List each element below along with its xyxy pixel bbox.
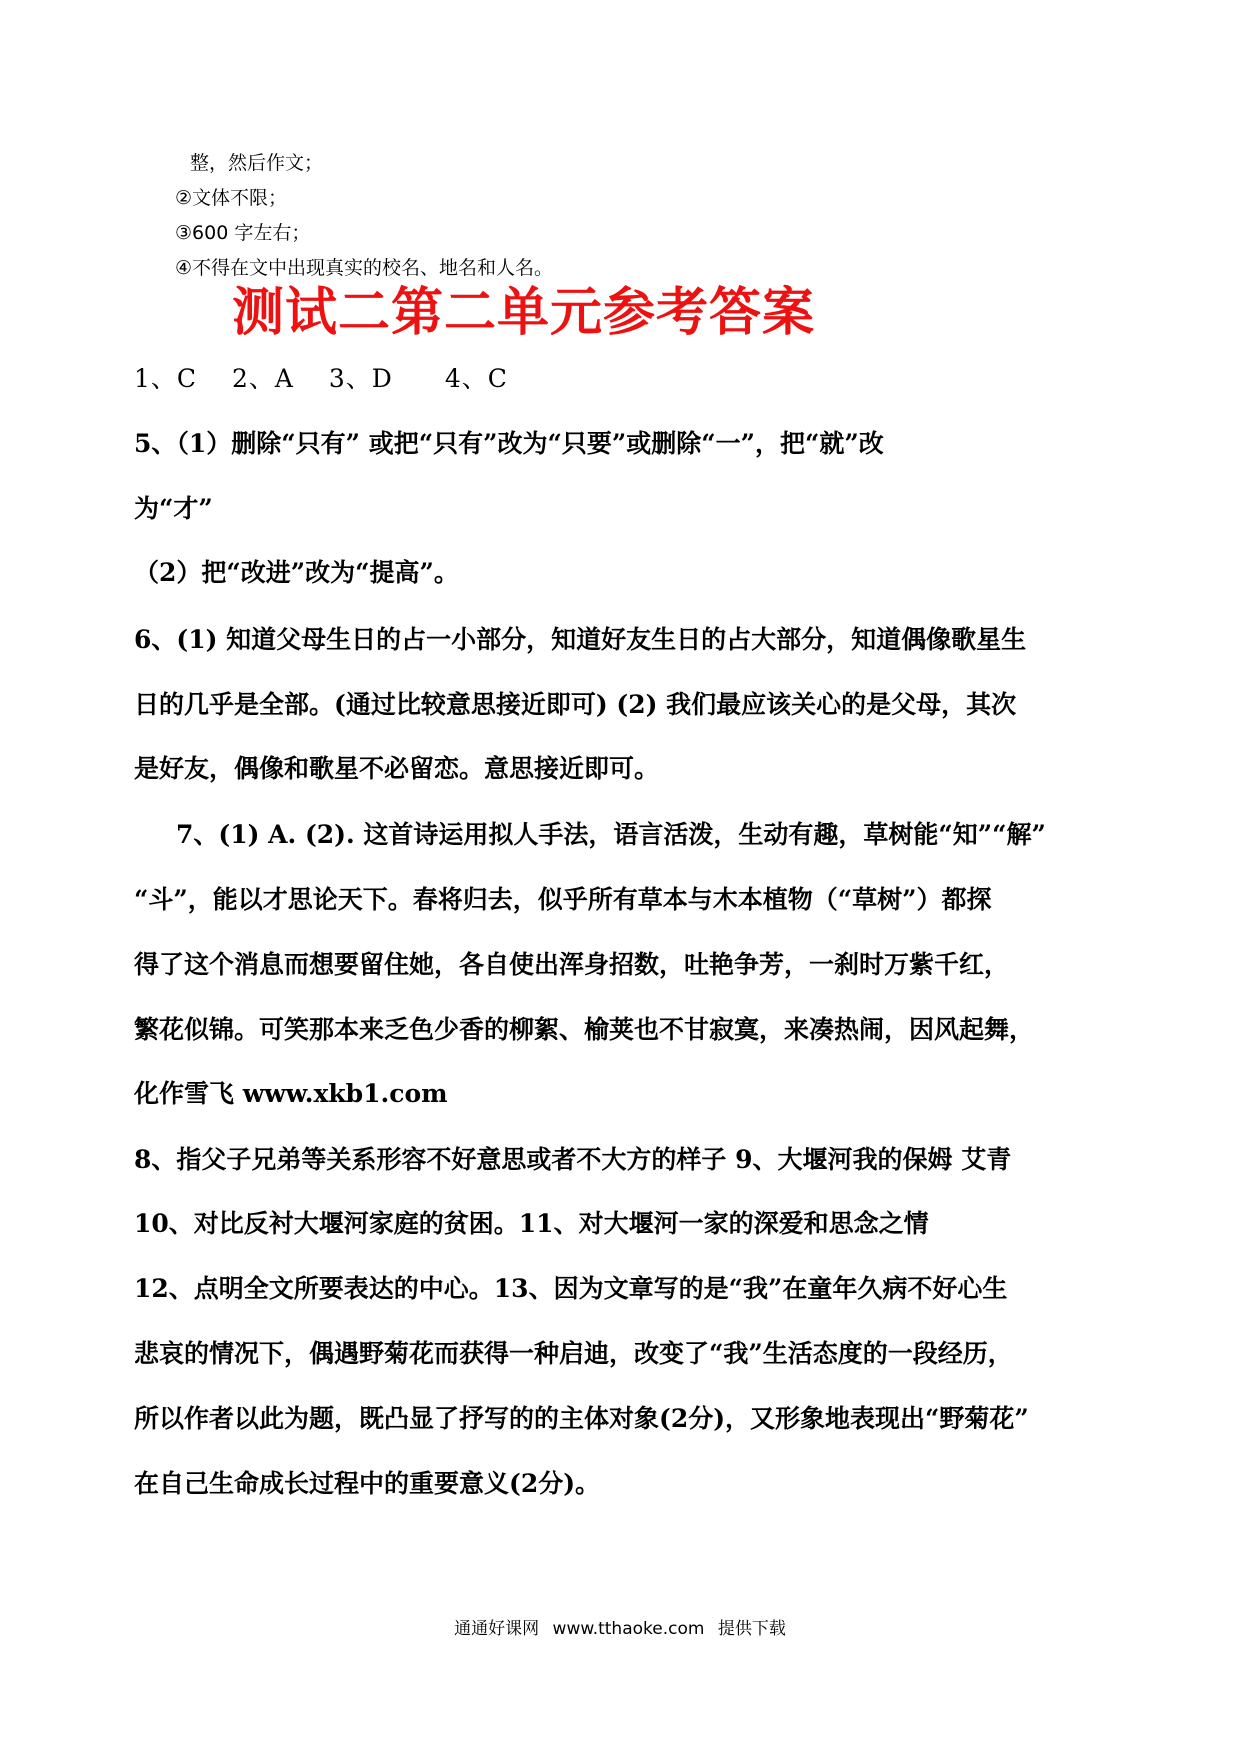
answer-line: （2）把“改进”改为“提高”。 bbox=[134, 558, 459, 587]
answer-line: 所以作者以此为题，既凸显了抒写的的主体对象(2分)，又形象地表现出“野菊花” bbox=[134, 1404, 1029, 1433]
requirement-line: 整，然后作文； bbox=[190, 152, 324, 174]
answer-line: 悲哀的情况下，偶遇野菊花而获得一种启迪，改变了“我”生活态度的一段经历， bbox=[134, 1339, 1013, 1368]
page-title: 测试二第二单元参考答案 bbox=[232, 283, 816, 343]
page-footer bbox=[0, 1618, 1240, 1640]
answer-line: 6、(1) 知道父母生日的占一小部分，知道好友生日的占大部分，知道偶像歌星生 bbox=[134, 625, 1027, 654]
answer-line: 10、对比反衬大堰河家庭的贫困。11、对大堰河一家的深爱和思念之情 bbox=[134, 1209, 929, 1238]
answer-line: 为“才” bbox=[134, 494, 213, 523]
requirement-line: ③600 字左右； bbox=[175, 222, 311, 244]
footer-url: www.tthaoke.com bbox=[552, 1619, 705, 1639]
answer-line: 得了这个消息而想要留住她，各自使出浑身招数，吐艳争芳，一刹时万紫千红， bbox=[134, 950, 1010, 979]
answer-line: 是好友，偶像和歌星不必留恋。意思接近即可。 bbox=[134, 754, 660, 783]
answer-line: 日的几乎是全部。(通过比较意思接近即可) (2) 我们最应该关心的是父母，其次 bbox=[134, 690, 1017, 719]
answer-line: 12、点明全文所要表达的中心。13、因为文章写的是“我”在童年久病不好心生 bbox=[134, 1274, 1008, 1303]
answer-line: 繁花似锦。可笑那本来乏色少香的柳絮、榆荚也不甘寂寞，来凑热闹，因风起舞， bbox=[134, 1015, 1035, 1044]
footer-site-name: 通通好课网 bbox=[454, 1619, 540, 1639]
answer-line: 5、（1）删除“只有” 或把“只有”改为“只要”或删除“一”，把“就”改 bbox=[134, 429, 884, 458]
footer-suffix: 提供下载 bbox=[717, 1619, 786, 1639]
requirement-line: ②文体不限； bbox=[175, 187, 288, 209]
answer-line: 8、指父子兄弟等关系形容不好意思或者不大方的样子 9、大堰河我的保姆 艾青 bbox=[134, 1145, 1012, 1174]
answer-line: 化作雪飞 www.xkb1.com bbox=[134, 1079, 448, 1108]
answer-line: 1、C 2、A 3、D 4、C bbox=[134, 364, 508, 393]
answer-line: 在自己生命成长过程中的重要意义(2分)。 bbox=[134, 1469, 601, 1498]
requirement-line: ④不得在文中出现真实的校名、地名和人名。 bbox=[175, 257, 554, 279]
answer-line: 7、(1) A. (2). 这首诗运用拟人手法，语言活泼，生动有趣，草树能“知”“解” bbox=[176, 820, 1046, 849]
answer-line: “斗”，能以才思论天下。春将归去，似乎所有草本与木本植物（“草树”）都探 bbox=[134, 885, 992, 914]
